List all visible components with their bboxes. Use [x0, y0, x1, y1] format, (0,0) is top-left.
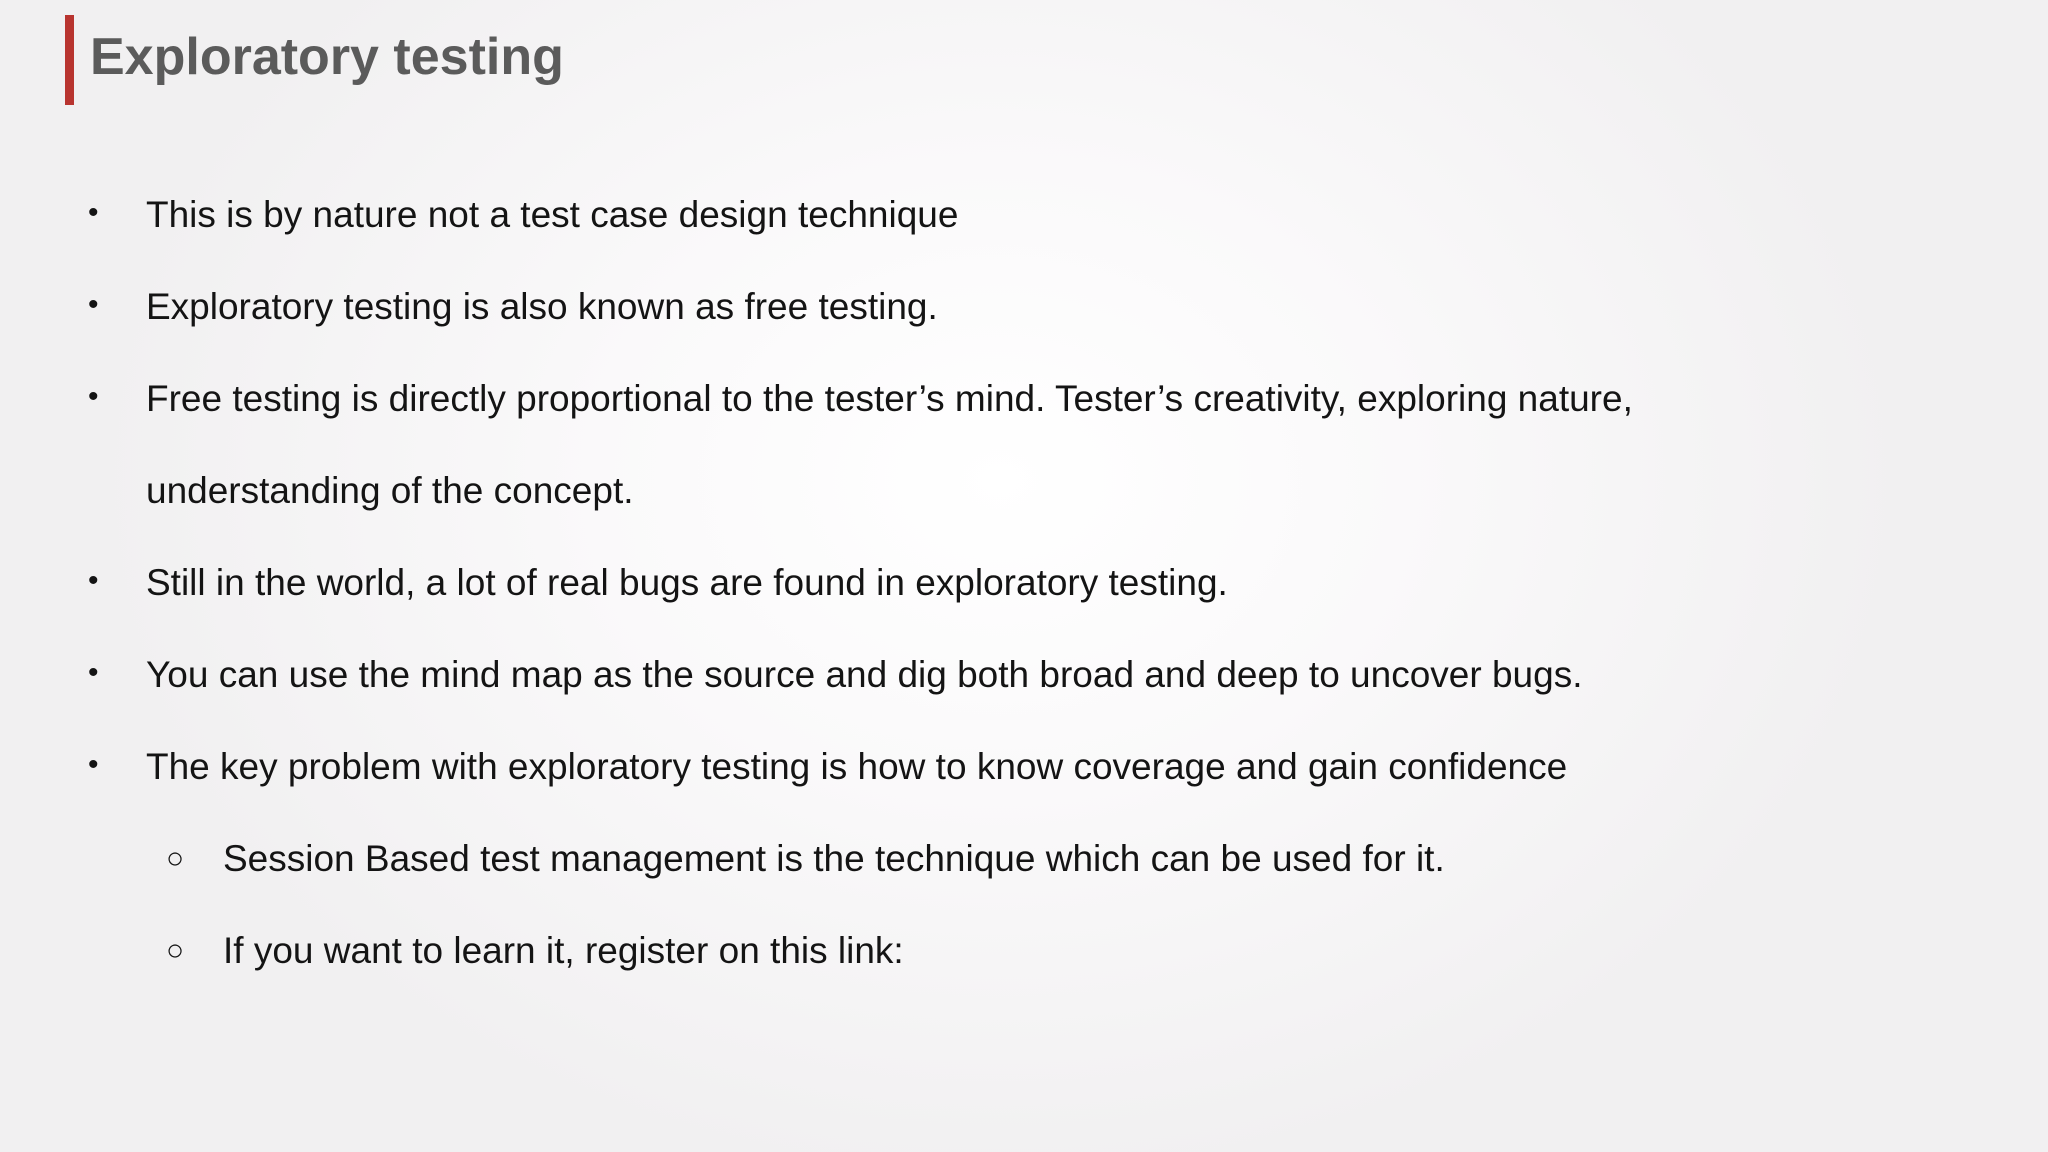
bullet-marker: •	[88, 564, 99, 597]
sub-bullet-text: If you want to learn it, register on this link:	[223, 930, 904, 971]
bullet-text-continuation: understanding of the concept.	[146, 470, 634, 511]
bullet-marker: •	[88, 748, 99, 781]
bullet-marker: •	[88, 196, 99, 229]
bullet-marker: •	[88, 288, 99, 321]
bullet-text: Exploratory testing is also known as free testing.	[146, 286, 938, 327]
bullet-text: Still in the world, a lot of real bugs are found in exploratory testing.	[146, 562, 1228, 603]
sub-bullet-text: Session Based test management is the technique which can be used for it.	[223, 838, 1445, 879]
bullet-marker: •	[88, 656, 99, 689]
bullet-text: This is by nature not a test case design technique	[146, 194, 959, 235]
sub-bullet-marker: ○	[166, 934, 185, 967]
bullet-text: Free testing is directly proportional to the tester’s mind. Tester’s creativity, exploring nature,	[146, 378, 1633, 419]
sub-bullet-marker: ○	[166, 842, 185, 875]
slide-title: Exploratory testing	[90, 28, 564, 86]
bullet-text: The key problem with exploratory testing is how to know coverage and gain confidence	[146, 746, 1568, 787]
title-accent-bar	[65, 15, 74, 105]
bullet-marker: •	[88, 380, 99, 413]
bullet-text: You can use the mind map as the source and dig both broad and deep to uncover bugs.	[146, 654, 1583, 695]
